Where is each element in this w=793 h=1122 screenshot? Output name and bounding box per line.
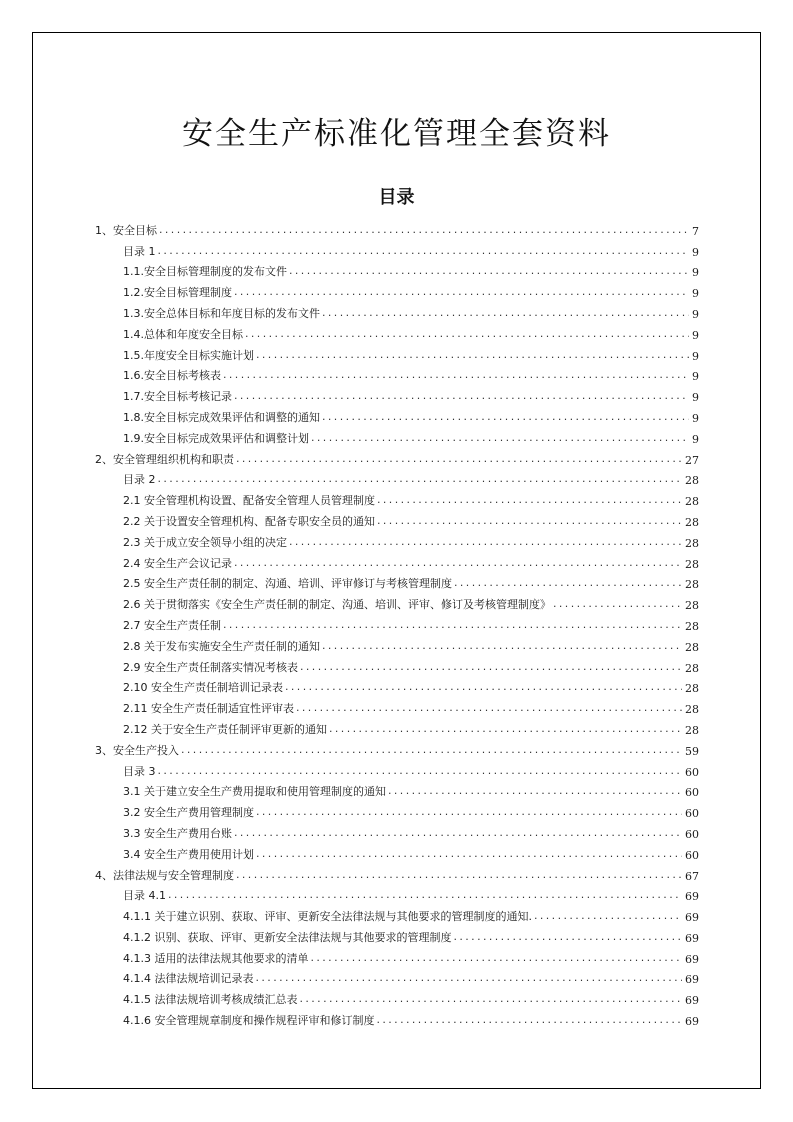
toc-entry-label: 2.7 安全生产责任制 [123, 618, 221, 632]
toc-dot-leader [236, 452, 682, 466]
toc-entry-label: 4、法律法规与安全管理制度 [95, 868, 234, 882]
toc-entry-label: 目录 2 [123, 473, 156, 487]
toc-dot-leader [388, 784, 682, 798]
toc-entry-label: 2.9 安全生产责任制落实情况考核表 [123, 660, 298, 674]
toc-entry[interactable] [95, 903, 699, 924]
toc-entry-label: 1.9.安全目标完成效果评估和调整计划 [123, 431, 309, 445]
toc-entry[interactable] [95, 945, 699, 966]
toc-entry[interactable] [95, 529, 699, 550]
toc-entry[interactable] [95, 425, 699, 446]
toc-entry[interactable] [95, 363, 699, 384]
toc-entry-label: 1.8.安全目标完成效果评估和调整的通知 [123, 410, 320, 424]
toc-entry[interactable] [95, 820, 699, 841]
toc-dot-leader [158, 764, 683, 778]
toc-entry-page-number: 69 [685, 952, 699, 966]
toc-entry-page-number: 69 [685, 973, 699, 987]
toc-entry[interactable] [95, 508, 699, 529]
toc-dot-leader [181, 743, 682, 757]
toc-dot-leader [322, 306, 689, 320]
toc-entry-label: 4.1.5 法律法规培训考核成绩汇总表 [123, 993, 298, 1007]
toc-entry[interactable] [95, 779, 699, 800]
toc-entry[interactable] [95, 695, 699, 716]
toc-entry[interactable] [95, 924, 699, 945]
toc-dot-leader [322, 410, 689, 424]
toc-dot-leader [322, 639, 682, 653]
toc-entry[interactable] [95, 300, 699, 321]
toc-dot-leader [454, 576, 682, 590]
toc-entry-page-number: 28 [685, 682, 699, 696]
toc-entry-page-number: 9 [692, 432, 699, 446]
toc-entry-label: 1.7.安全目标考核记录 [123, 390, 232, 404]
toc-entry-page-number: 69 [685, 1015, 699, 1029]
toc-dot-leader [553, 597, 682, 611]
toc-entry[interactable] [95, 321, 699, 342]
toc-dot-leader [236, 868, 682, 882]
toc-dot-leader [245, 327, 689, 341]
toc-entry-label: 1.3.安全总体目标和年度目标的发布文件 [123, 306, 320, 320]
toc-entry-label: 目录 4.1 [123, 889, 166, 903]
toc-dot-leader [311, 431, 689, 445]
toc-entry[interactable] [95, 467, 699, 488]
toc-dot-leader [310, 951, 682, 965]
toc-entry[interactable] [95, 758, 699, 779]
toc-entry[interactable] [95, 737, 699, 758]
toc-dot-leader [300, 660, 682, 674]
toc-entry-page-number: 60 [685, 765, 699, 779]
toc-entry-page-number: 60 [685, 848, 699, 862]
toc-entry[interactable] [95, 966, 699, 987]
toc-dot-leader [256, 971, 683, 985]
toc-dot-leader [289, 264, 689, 278]
toc-entry-page-number: 28 [685, 515, 699, 529]
toc-entry-page-number: 28 [685, 723, 699, 737]
toc-entry-page-number: 28 [685, 474, 699, 488]
toc-dot-leader [299, 992, 682, 1006]
toc-entry-page-number: 9 [692, 287, 699, 301]
toc-entry[interactable] [95, 342, 699, 363]
toc-entry-label: 1.1.安全目标管理制度的发布文件 [123, 265, 287, 279]
toc-entry[interactable] [95, 279, 699, 300]
toc-entry-page-number: 9 [692, 411, 699, 425]
toc-entry-label: 4.1.2 识别、获取、评审、更新安全法律法规与其他要求的管理制度 [123, 930, 452, 944]
toc-entry-page-number: 27 [685, 453, 699, 467]
toc-entry-label: 目录 3 [123, 764, 156, 778]
toc-entry-label: 4.1.3 适用的法律法规其他要求的清单 [123, 951, 309, 965]
document-title: 安全生产标准化管理全套资料 [182, 116, 611, 152]
toc-entry-label: 2.1 安全管理机构设置、配备安全管理人员管理制度 [123, 494, 375, 508]
toc-dot-leader [234, 556, 682, 570]
toc-entry-page-number: 7 [692, 224, 699, 238]
toc-entry-label: 2.11 安全生产责任制适宜性评审表 [123, 702, 294, 716]
toc-entry-page-number: 28 [685, 661, 699, 675]
toc-entry[interactable] [95, 799, 699, 820]
toc-entry[interactable] [95, 571, 699, 592]
table-of-contents [95, 217, 699, 1028]
toc-entry[interactable] [95, 383, 699, 404]
toc-entry-page-number: 9 [692, 370, 699, 384]
toc-dot-leader [377, 493, 682, 507]
toc-entry-page-number: 9 [692, 328, 699, 342]
toc-entry-page-number: 60 [685, 807, 699, 821]
toc-entry-label: 2.10 安全生产责任制培训记录表 [123, 681, 283, 695]
toc-heading: 目录 [378, 187, 415, 208]
toc-entry-page-number: 9 [692, 391, 699, 405]
toc-entry-label: 3.4 安全生产费用使用计划 [123, 847, 254, 861]
toc-entry-label: 3.2 安全生产费用管理制度 [123, 806, 254, 820]
toc-entry-page-number: 69 [685, 931, 699, 945]
toc-entry[interactable] [95, 217, 699, 238]
toc-entry[interactable] [95, 883, 699, 904]
toc-dot-leader [158, 244, 690, 258]
toc-dot-leader [159, 223, 689, 237]
toc-entry-page-number: 9 [692, 307, 699, 321]
toc-dot-leader [223, 618, 682, 632]
toc-entry[interactable] [95, 841, 699, 862]
toc-entry-page-number: 9 [692, 245, 699, 259]
toc-entry-label: 3.1 关于建立安全生产费用提取和使用管理制度的通知 [123, 785, 386, 799]
toc-dot-leader [234, 389, 689, 403]
toc-entry-label: 4.1.4 法律法规培训记录表 [123, 972, 254, 986]
toc-entry-label: 目录 1 [123, 244, 156, 258]
toc-entry-page-number: 28 [685, 557, 699, 571]
toc-dot-leader [296, 701, 682, 715]
toc-entry[interactable] [95, 487, 699, 508]
toc-entry-label: 2.2 关于设置安全管理机构、配备专职安全员的通知 [123, 514, 375, 528]
toc-dot-leader [168, 888, 682, 902]
toc-dot-leader [329, 722, 682, 736]
toc-dot-leader [223, 368, 689, 382]
toc-entry[interactable] [95, 1007, 699, 1028]
toc-entry[interactable] [95, 550, 699, 571]
toc-dot-leader [256, 847, 682, 861]
toc-dot-leader [376, 1013, 682, 1027]
toc-entry[interactable] [95, 238, 699, 259]
toc-entry-page-number: 69 [685, 911, 699, 925]
toc-entry-label: 4.1.6 安全管理规章制度和操作规程评审和修订制度 [123, 1014, 375, 1028]
toc-dot-leader [256, 805, 682, 819]
toc-entry-label: 3、安全生产投入 [95, 743, 179, 757]
toc-entry-page-number: 9 [692, 349, 699, 363]
toc-entry-page-number: 28 [685, 495, 699, 509]
toc-entry-page-number: 69 [685, 994, 699, 1008]
toc-entry-label: 2、安全管理组织机构和职责 [95, 452, 234, 466]
toc-entry-page-number: 67 [685, 869, 699, 883]
toc-entry-label: 1.5.年度安全目标实施计划 [123, 348, 254, 362]
toc-entry-page-number: 60 [685, 786, 699, 800]
toc-dot-leader [453, 930, 682, 944]
toc-entry-label: 4.1.1 关于建立识别、获取、评审、更新安全法律法规与其他要求的管理制度的通知. [123, 910, 532, 924]
toc-entry[interactable] [95, 259, 699, 280]
toc-entry-label: 2.4 安全生产会议记录 [123, 556, 232, 570]
toc-entry-page-number: 28 [685, 599, 699, 613]
toc-entry-label: 2.6 关于贯彻落实《安全生产责任制的制定、沟通、培训、评审、修订及考核管理制度》 [123, 598, 551, 612]
toc-entry-page-number: 59 [685, 744, 699, 758]
toc-entry-label: 1.4.总体和年度安全目标 [123, 327, 243, 341]
toc-entry-label: 2.5 安全生产责任制的制定、沟通、培训、评审修订与考核管理制度 [123, 577, 452, 591]
toc-entry-page-number: 28 [685, 703, 699, 717]
toc-entry[interactable] [95, 675, 699, 696]
toc-entry[interactable] [95, 716, 699, 737]
toc-dot-leader [285, 680, 682, 694]
toc-entry-label: 2.12 关于安全生产责任制评审更新的通知 [123, 722, 327, 736]
toc-entry-page-number: 28 [685, 619, 699, 633]
toc-dot-leader [158, 472, 683, 486]
toc-entry-page-number: 69 [685, 890, 699, 904]
toc-entry-page-number: 60 [685, 827, 699, 841]
toc-dot-leader [377, 514, 682, 528]
toc-entry-page-number: 28 [685, 578, 699, 592]
toc-entry[interactable] [95, 862, 699, 883]
toc-entry[interactable] [95, 986, 699, 1007]
toc-entry[interactable] [95, 654, 699, 675]
toc-entry-label: 1、安全目标 [95, 223, 157, 237]
toc-entry[interactable] [95, 591, 699, 612]
toc-entry-label: 1.2.安全目标管理制度 [123, 286, 232, 300]
toc-entry[interactable] [95, 633, 699, 654]
toc-entry-label: 2.3 关于成立安全领导小组的决定 [123, 535, 287, 549]
toc-entry[interactable] [95, 446, 699, 467]
toc-entry-page-number: 9 [692, 266, 699, 280]
toc-entry[interactable] [95, 404, 699, 425]
toc-dot-leader [289, 535, 682, 549]
toc-entry-page-number: 28 [685, 536, 699, 550]
toc-dot-leader [256, 348, 689, 362]
toc-entry-label: 3.3 安全生产费用台账 [123, 826, 232, 840]
toc-entry-page-number: 28 [685, 640, 699, 654]
toc-dot-leader [234, 826, 682, 840]
toc-dot-leader [534, 909, 682, 923]
toc-entry-label: 1.6.安全目标考核表 [123, 369, 221, 383]
toc-entry-label: 2.8 关于发布实施安全生产责任制的通知 [123, 639, 320, 653]
toc-entry[interactable] [95, 612, 699, 633]
toc-dot-leader [234, 285, 689, 299]
